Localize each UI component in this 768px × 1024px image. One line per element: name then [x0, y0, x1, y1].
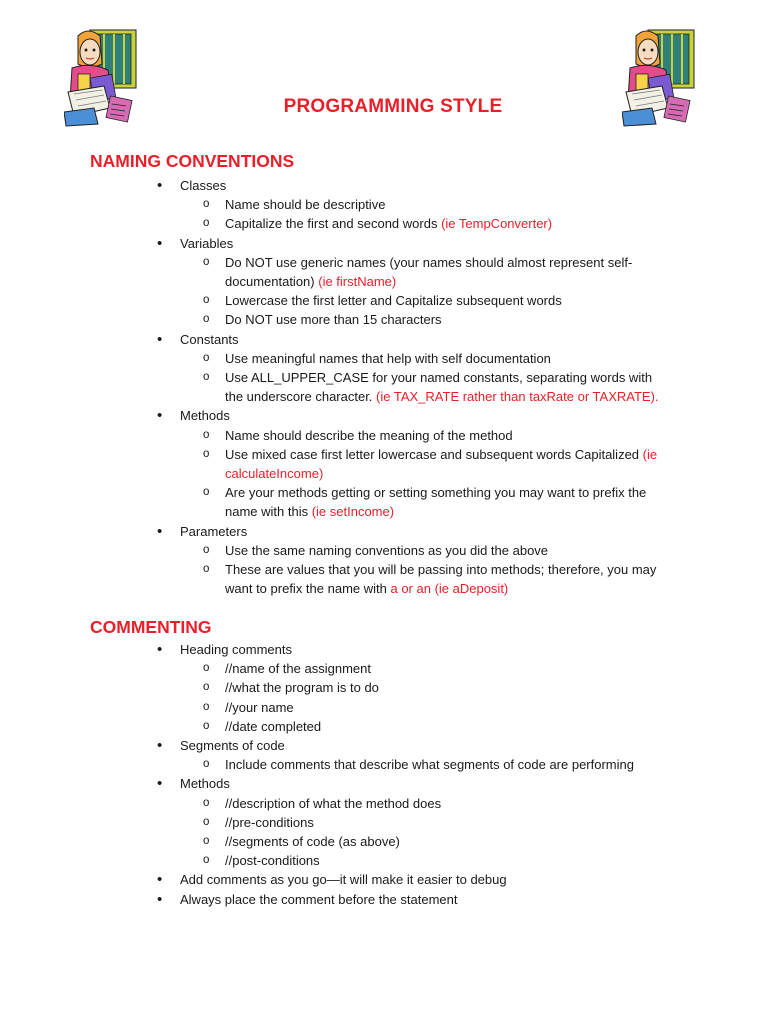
- sub-bullet-item: [0, 483, 768, 521]
- sub-bullet-text: //date completed: [225, 718, 322, 734]
- sub-bullet-text: //name of the assignment: [225, 661, 371, 677]
- sub-bullet-item: [0, 349, 768, 368]
- sub-bullet-text: //description of what the method does: [225, 795, 442, 811]
- sub-bullet-item: [0, 214, 768, 233]
- bullet-item: • Always place the comment before the statement: [0, 890, 768, 909]
- bullet-item: • Classes: [0, 176, 768, 195]
- sub-bullet-item: [0, 445, 768, 483]
- sub-bullet-item: [0, 717, 768, 736]
- sub-bullet-item: [0, 560, 768, 598]
- sub-bullet-text: //post-conditions: [225, 853, 320, 869]
- example-highlight: (ie calculateIncome): [225, 446, 658, 482]
- section-heading-naming-conventions: NAMING CONVENTIONS: [90, 151, 295, 171]
- sub-bullet-text: //segments of code (as above): [225, 834, 400, 850]
- sub-bullet-text: Name should describe the meaning of the method: [225, 427, 513, 443]
- example-highlight: (ie TAX_RATE rather than taxRate or TAXRATE).: [376, 389, 659, 405]
- sub-bullet-text: Name should be descriptive: [225, 197, 386, 213]
- sub-bullet-item: [0, 426, 768, 445]
- naming-conventions-list: [0, 176, 768, 598]
- commenting-list: [0, 640, 768, 909]
- document-title: PROGRAMMING STYLE: [283, 96, 503, 117]
- sub-bullet-text: Capitalize the first and second words: [225, 216, 442, 232]
- bullet-item: • Methods: [0, 406, 768, 425]
- sub-bullet-item: [0, 698, 768, 717]
- bullet-item: • Parameters: [0, 522, 768, 541]
- section-heading-commenting: COMMENTING: [90, 617, 212, 637]
- sub-bullet-text: Lowercase the first letter and Capitalize subsequent words: [225, 293, 562, 309]
- sub-bullet-item: [0, 291, 768, 310]
- bullet-item: • Constants: [0, 330, 768, 349]
- bullet-item: • Segments of code: [0, 736, 768, 755]
- sub-bullet-item: [0, 195, 768, 214]
- example-highlight: a or an (ie aDeposit): [390, 581, 509, 597]
- sub-bullet-item: [0, 851, 768, 870]
- sub-bullet-text: Include comments that describe what segments of code are performing: [225, 757, 634, 773]
- sub-bullet-text: Do NOT use more than 15 characters: [225, 312, 442, 328]
- bullet-item: • Heading comments: [0, 640, 768, 659]
- sub-bullet-item: [0, 755, 768, 774]
- bullet-item: • Methods: [0, 774, 768, 793]
- sub-bullet-item: [0, 813, 768, 832]
- example-highlight: (ie TempConverter): [441, 216, 553, 232]
- sub-bullet-text: //pre-conditions: [225, 814, 314, 830]
- sub-bullet-text: Use meaningful names that help with self documentation: [225, 350, 551, 366]
- sub-bullet-item: [0, 368, 768, 406]
- bullet-item: • Variables: [0, 234, 768, 253]
- sub-bullet-item: [0, 541, 768, 560]
- sub-bullet-text: Are your methods getting or setting something you may want to prefix the name with this: [225, 485, 647, 520]
- sub-bullet-item: [0, 310, 768, 329]
- example-highlight: (ie firstName): [318, 274, 397, 290]
- sub-bullet-text: Use mixed case first letter lowercase and subsequent words Capitalized: [225, 446, 643, 462]
- sub-bullet-item: [0, 794, 768, 813]
- sub-bullet-text: Do NOT use generic names (your names should almost represent self-documentation): [225, 254, 633, 290]
- sub-bullet-text: //your name: [225, 699, 294, 715]
- sub-bullet-item: [0, 678, 768, 697]
- sub-bullet-item: [0, 253, 768, 291]
- sub-bullet-text: //what the program is to do: [225, 680, 379, 696]
- sub-bullet-text: Use the same naming conventions as you did the above: [225, 542, 549, 558]
- sub-bullet-text: Use ALL_UPPER_CASE for your named constants, separating words with the underscore character.: [225, 370, 653, 405]
- sub-bullet-item: [0, 832, 768, 851]
- bullet-item: • Add comments as you go—it will make it easier to debug: [0, 870, 768, 889]
- sub-bullet-text: These are values that you will be passing into methods; therefore, you may want to prefix the name with: [225, 562, 657, 597]
- example-highlight: (ie setIncome): [311, 504, 395, 520]
- sub-bullet-item: [0, 659, 768, 678]
